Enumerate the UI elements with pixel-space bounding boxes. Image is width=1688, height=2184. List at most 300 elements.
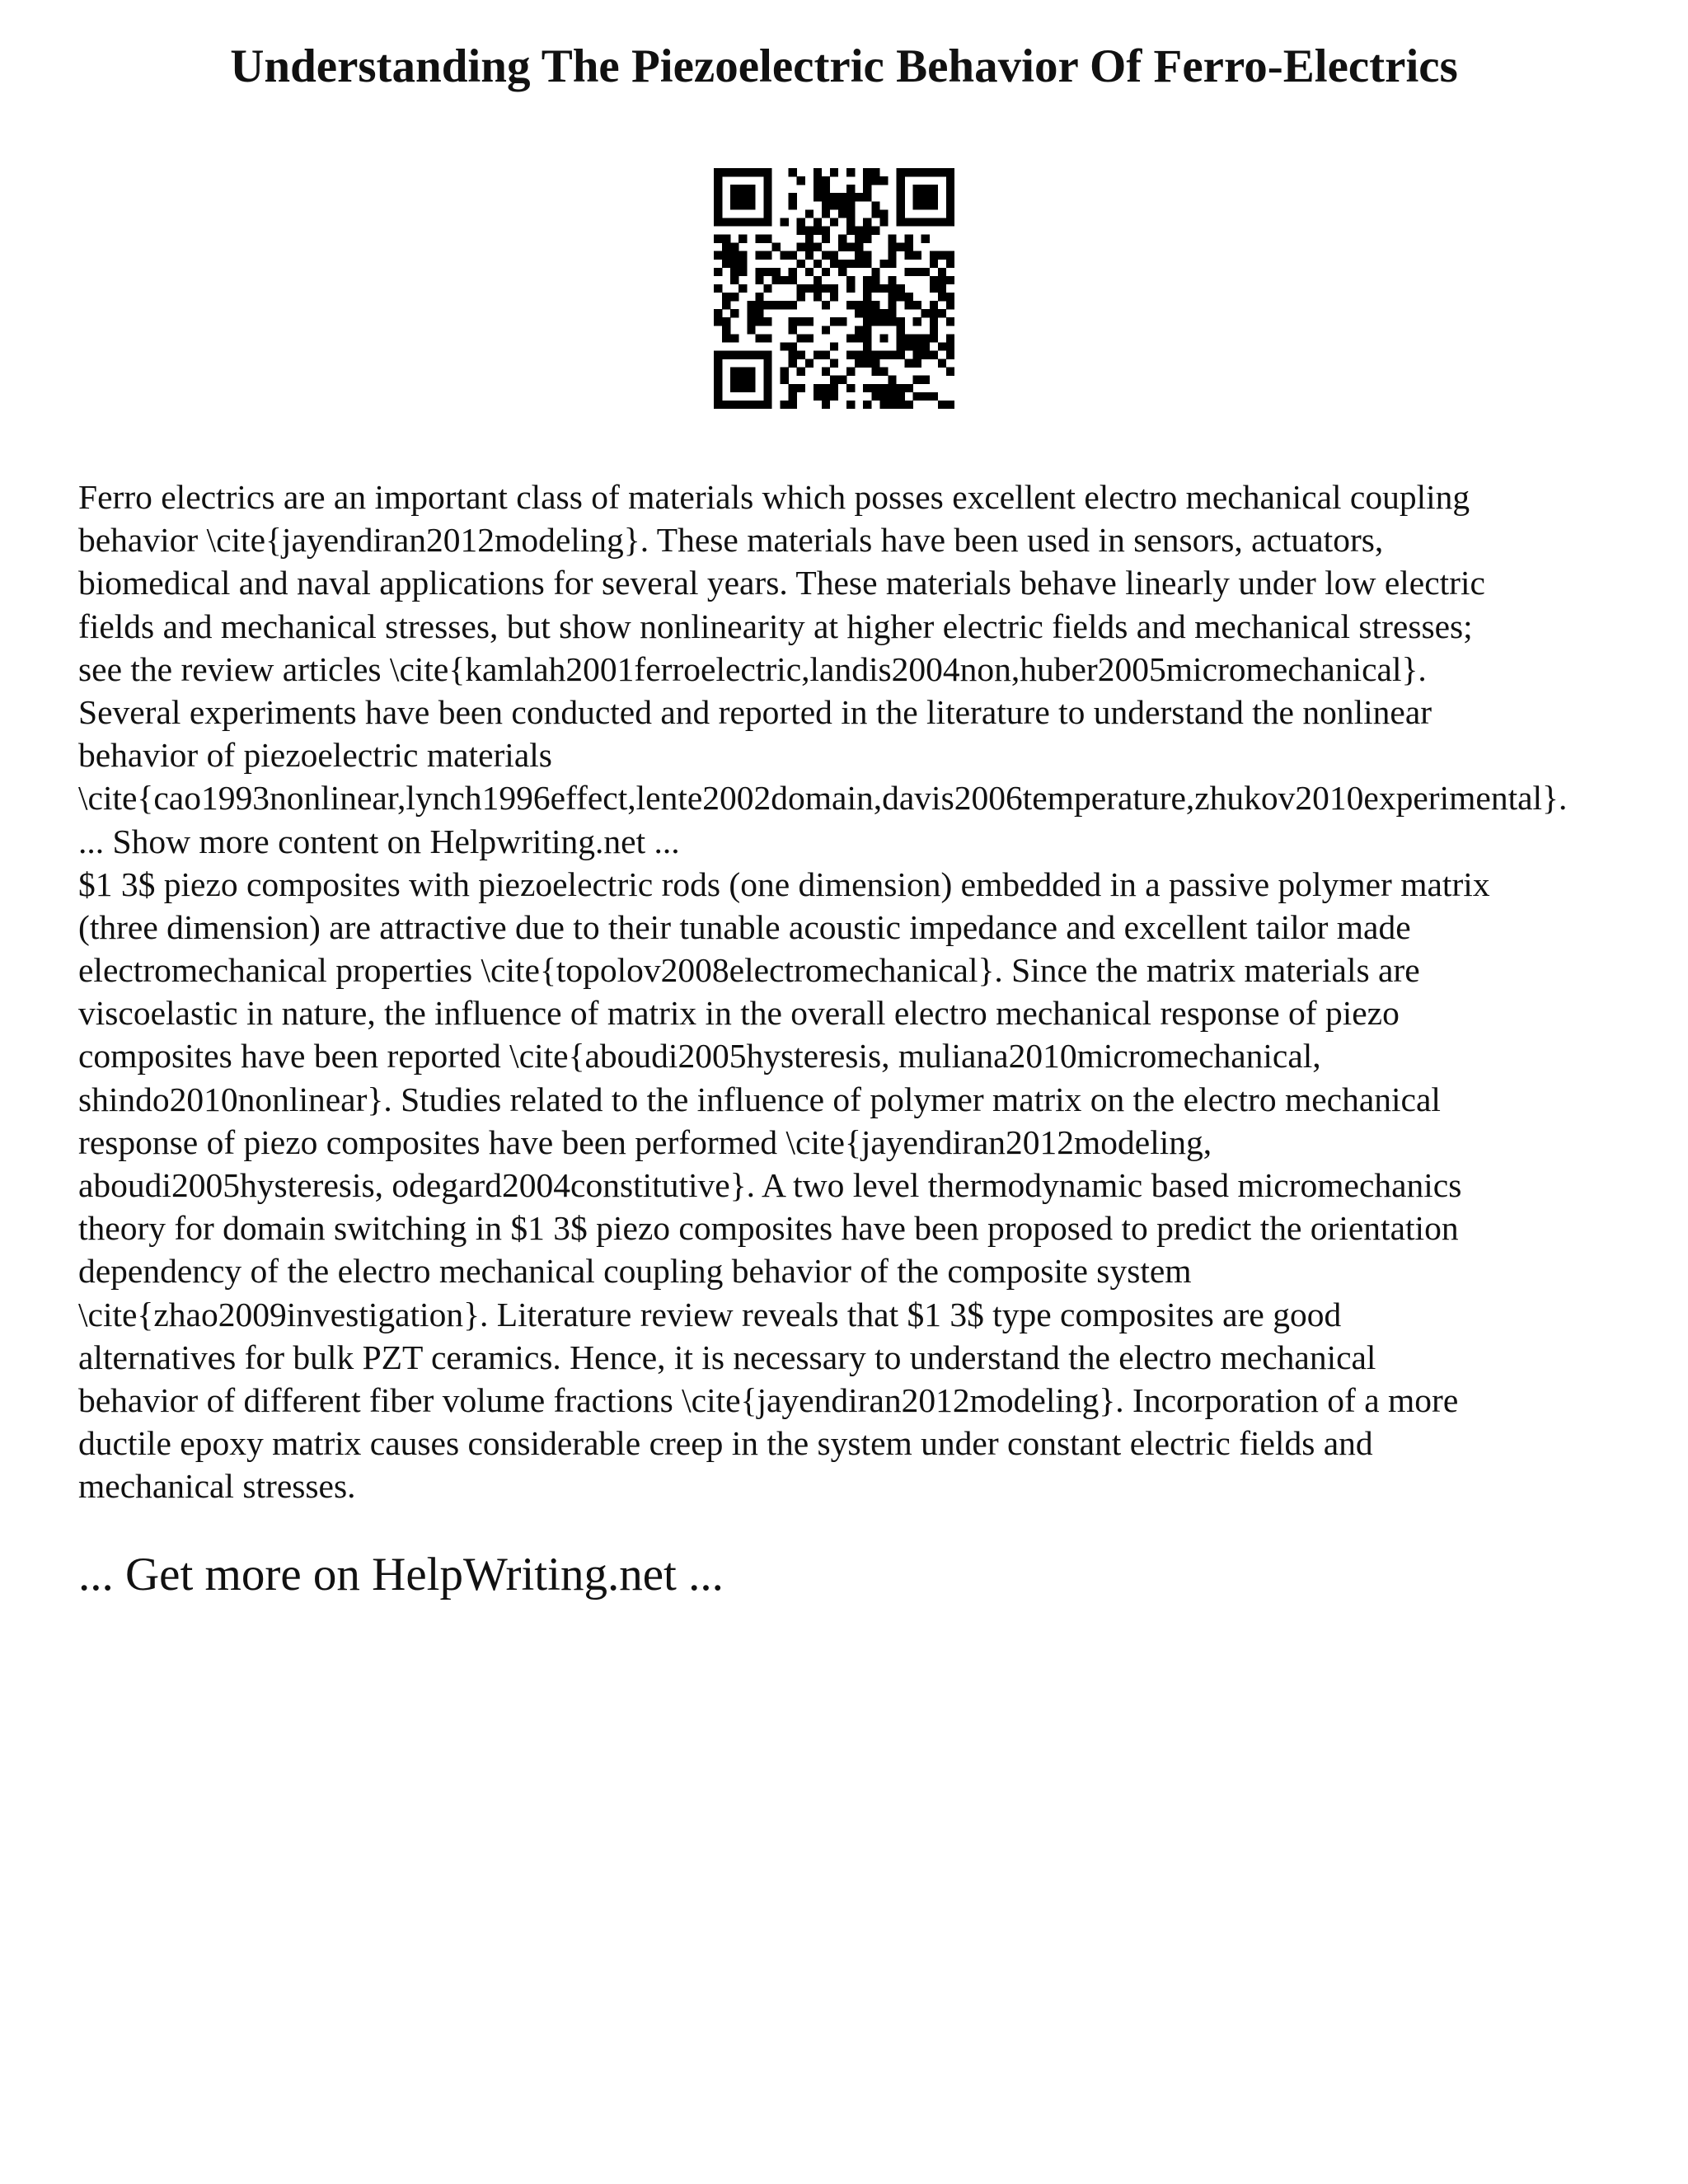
qr-module <box>797 176 805 185</box>
qr-module <box>781 368 789 376</box>
qr-module <box>897 326 905 334</box>
qr-module <box>846 193 855 201</box>
qr-module <box>830 384 838 392</box>
qr-module <box>738 376 747 384</box>
qr-module <box>879 351 888 359</box>
qr-module <box>905 235 913 243</box>
qr-module <box>763 176 771 185</box>
qr-module <box>871 226 879 234</box>
qr-module <box>730 309 738 317</box>
qr-module <box>938 342 946 350</box>
qr-module <box>714 351 722 359</box>
qr-module <box>930 317 938 326</box>
qr-module <box>738 268 747 276</box>
qr-module <box>888 317 896 326</box>
body-text-line: behavior \cite{jayendiran2012modeling}. These materials have been used in sensors, actuators, <box>78 521 1384 560</box>
qr-module <box>747 168 755 176</box>
qr-module <box>730 185 738 193</box>
qr-module <box>838 201 846 209</box>
qr-module <box>921 168 930 176</box>
qr-module <box>714 401 722 409</box>
qr-module <box>814 185 822 193</box>
qr-module <box>763 284 771 293</box>
qr-module <box>755 251 763 260</box>
qr-module <box>814 168 822 176</box>
qr-module <box>905 342 913 350</box>
qr-module <box>797 218 805 226</box>
qr-module <box>938 276 946 284</box>
body-text-line[interactable]: ... Show more content on Helpwriting.net ... <box>78 822 680 860</box>
qr-module <box>822 209 830 218</box>
qr-module <box>738 401 747 409</box>
qr-module <box>830 284 838 293</box>
qr-module <box>863 168 871 176</box>
qr-module <box>747 185 755 193</box>
qr-module <box>789 251 797 260</box>
qr-module <box>805 317 814 326</box>
qr-module <box>814 218 822 226</box>
qr-module <box>805 251 814 260</box>
qr-module <box>822 384 830 392</box>
qr-module <box>871 268 879 276</box>
qr-module <box>905 293 913 301</box>
qr-module <box>905 243 913 251</box>
qr-module <box>714 368 722 376</box>
body-text-line: electromechanical properties \cite{topolov2008electromechanical}. Since the matrix materials are <box>78 951 1420 990</box>
qr-module <box>846 201 855 209</box>
qr-module <box>789 317 797 326</box>
qr-code-icon[interactable] <box>714 168 954 409</box>
qr-module <box>822 176 830 185</box>
body-text-line: $1 3$ piezo composites with piezoelectric rods (one dimension) embedded in a passive polymer matrix <box>78 865 1490 903</box>
qr-module <box>789 326 797 334</box>
qr-module <box>797 284 805 293</box>
qr-module <box>771 243 780 251</box>
qr-module <box>863 226 871 234</box>
qr-module <box>946 293 954 301</box>
qr-module <box>755 268 763 276</box>
qr-module <box>846 260 855 268</box>
qr-module <box>797 260 805 268</box>
qr-module <box>930 301 938 309</box>
qr-module <box>905 401 913 409</box>
qr-module <box>938 218 946 226</box>
qr-module <box>863 351 871 359</box>
qr-module <box>747 218 755 226</box>
qr-module <box>814 193 822 201</box>
qr-module <box>805 359 814 368</box>
qr-module <box>905 301 913 309</box>
qr-module <box>730 384 738 392</box>
qr-module <box>714 176 722 185</box>
qr-module <box>863 276 871 284</box>
qr-module <box>930 260 938 268</box>
qr-module <box>738 351 747 359</box>
qr-module <box>871 276 879 284</box>
qr-module <box>763 235 771 243</box>
qr-module <box>871 317 879 326</box>
qr-module <box>897 193 905 201</box>
qr-module <box>913 168 921 176</box>
qr-module <box>905 359 913 368</box>
qr-module <box>822 268 830 276</box>
qr-module <box>921 392 930 401</box>
qr-module <box>846 218 855 226</box>
body-text-line: behavior of different fiber volume fractions \cite{jayendiran2012modeling}. Incorporation of a more <box>78 1380 1459 1419</box>
qr-module <box>863 401 871 409</box>
qr-module <box>938 168 946 176</box>
qr-module <box>730 201 738 209</box>
qr-module <box>930 284 938 293</box>
qr-module <box>905 384 913 392</box>
qr-module <box>763 185 771 193</box>
qr-module <box>763 384 771 392</box>
qr-module <box>846 185 855 193</box>
qr-module <box>879 260 888 268</box>
qr-module <box>897 201 905 209</box>
qr-module <box>763 193 771 201</box>
qr-module <box>855 334 863 342</box>
qr-module <box>822 185 830 193</box>
qr-module <box>863 359 871 368</box>
qr-module <box>763 392 771 401</box>
qr-module <box>921 334 930 342</box>
qr-module <box>738 193 747 201</box>
qr-module <box>946 351 954 359</box>
qr-module <box>855 301 863 309</box>
qr-module <box>714 185 722 193</box>
body-text-line: Ferro electrics are an important class of materials which posses excellent electro mechanical coupling <box>78 478 1470 516</box>
qr-module <box>871 284 879 293</box>
qr-module <box>879 284 888 293</box>
qr-module <box>855 260 863 268</box>
qr-module <box>722 243 730 251</box>
qr-module <box>946 201 954 209</box>
body-text-line: shindo2010nonlinear}. Studies related to the influence of polymer matrix on the electro mechanical <box>78 1080 1441 1118</box>
qr-module <box>789 359 797 368</box>
body-text-line: viscoelastic in nature, the influence of matrix in the overall electro mechanical response of piezo <box>78 994 1400 1033</box>
qr-module <box>879 401 888 409</box>
qr-module <box>913 193 921 201</box>
qr-module <box>946 218 954 226</box>
qr-module <box>938 293 946 301</box>
qr-module <box>738 168 747 176</box>
qr-module <box>789 276 797 284</box>
qr-module <box>755 276 763 284</box>
qr-module <box>846 243 855 251</box>
article-body <box>78 476 1688 1508</box>
qr-module <box>763 301 771 309</box>
body-text-line: dependency of the electro mechanical coupling behavior of the composite system <box>78 1252 1192 1291</box>
qr-module <box>830 201 838 209</box>
qr-module <box>830 317 838 326</box>
qr-module <box>946 301 954 309</box>
qr-module <box>946 251 954 260</box>
qr-module <box>738 185 747 193</box>
qr-module <box>879 317 888 326</box>
qr-module <box>871 176 879 185</box>
qr-module <box>888 293 896 301</box>
qr-module <box>714 193 722 201</box>
qr-module <box>714 376 722 384</box>
qr-module <box>747 201 755 209</box>
qr-module <box>730 368 738 376</box>
qr-module <box>855 309 863 317</box>
qr-module <box>730 243 738 251</box>
qr-module <box>897 317 905 326</box>
qr-module <box>763 201 771 209</box>
qr-module <box>797 334 805 342</box>
qr-module <box>913 342 921 350</box>
qr-module <box>879 218 888 226</box>
qr-module <box>730 168 738 176</box>
qr-module <box>714 218 722 226</box>
qr-module <box>805 284 814 293</box>
qr-module <box>905 251 913 260</box>
qr-module <box>921 201 930 209</box>
qr-module <box>846 351 855 359</box>
qr-module <box>879 368 888 376</box>
qr-module <box>714 309 722 317</box>
body-text-line: \cite{cao1993nonlinear,lynch1996effect,lente2002domain,davis2006temperature,zhukov2010experimental}. <box>78 779 1568 818</box>
qr-module <box>888 309 896 317</box>
qr-module <box>814 351 822 359</box>
qr-module <box>913 351 921 359</box>
qr-module <box>830 260 838 268</box>
qr-module <box>789 268 797 276</box>
qr-module <box>888 376 896 384</box>
qr-module <box>789 168 797 176</box>
qr-module <box>797 317 805 326</box>
body-text-line: see the review articles \cite{kamlah2001ferroelectric,landis2004non,huber2005micromechanical}. <box>78 649 1427 688</box>
qr-module <box>771 301 780 309</box>
qr-module <box>730 218 738 226</box>
qr-module <box>921 193 930 201</box>
qr-module <box>897 209 905 218</box>
qr-code-graphic <box>714 168 954 409</box>
qr-module <box>871 359 879 368</box>
qr-module <box>814 226 822 234</box>
qr-module <box>714 235 722 243</box>
qr-module <box>897 176 905 185</box>
qr-module <box>905 168 913 176</box>
qr-module <box>722 168 730 176</box>
qr-module <box>921 351 930 359</box>
qr-module <box>781 251 789 260</box>
qr-module <box>738 284 747 293</box>
qr-module <box>938 268 946 276</box>
qr-module <box>797 368 805 376</box>
qr-module <box>789 201 797 209</box>
qr-module <box>789 193 797 201</box>
qr-module <box>755 309 763 317</box>
qr-module <box>763 334 771 342</box>
qr-module <box>755 317 763 326</box>
qr-module <box>814 384 822 392</box>
qr-module <box>714 392 722 401</box>
qr-module <box>822 326 830 334</box>
qr-module <box>747 384 755 392</box>
qr-module <box>814 276 822 284</box>
qr-module <box>846 334 855 342</box>
qr-module <box>738 201 747 209</box>
body-text-line: composites have been reported \cite{aboudi2005hysteresis, muliana2010micromechanical, <box>78 1037 1321 1076</box>
qr-module <box>871 392 879 401</box>
qr-module <box>714 359 722 368</box>
qr-module <box>938 284 946 293</box>
qr-module <box>781 342 789 350</box>
qr-module <box>838 243 846 251</box>
qr-module <box>897 168 905 176</box>
qr-module <box>781 276 789 284</box>
body-text-line: alternatives for bulk PZT ceramics. Hence, it is necessary to understand the electro mechanical <box>78 1338 1376 1376</box>
qr-module <box>913 201 921 209</box>
qr-module <box>747 351 755 359</box>
qr-module <box>714 168 722 176</box>
qr-module <box>714 317 722 326</box>
qr-module <box>913 251 921 260</box>
qr-module <box>921 218 930 226</box>
qr-module <box>946 334 954 342</box>
qr-module <box>930 168 938 176</box>
qr-module <box>722 317 730 326</box>
qr-module <box>714 251 722 260</box>
qr-module <box>855 235 863 243</box>
qr-module <box>946 401 954 409</box>
qr-module <box>905 268 913 276</box>
qr-module <box>738 260 747 268</box>
qr-module <box>871 301 879 309</box>
qr-module <box>863 326 871 334</box>
qr-module <box>830 376 838 384</box>
qr-module <box>888 260 896 268</box>
qr-module <box>763 268 771 276</box>
qr-module <box>905 218 913 226</box>
qr-module <box>763 209 771 218</box>
qr-module <box>930 392 938 401</box>
qr-module <box>822 193 830 201</box>
qr-module <box>930 334 938 342</box>
qr-module <box>755 301 763 309</box>
qr-module <box>921 376 930 384</box>
qr-module <box>863 251 871 260</box>
qr-module <box>838 193 846 201</box>
qr-module <box>730 260 738 268</box>
qr-module <box>855 226 863 234</box>
qr-module <box>871 168 879 176</box>
qr-module <box>897 401 905 409</box>
qr-module <box>846 284 855 293</box>
qr-module <box>888 351 896 359</box>
qr-module <box>755 235 763 243</box>
qr-module <box>946 368 954 376</box>
qr-module <box>797 351 805 359</box>
qr-module <box>822 235 830 243</box>
qr-module <box>888 243 896 251</box>
qr-module <box>855 193 863 201</box>
qr-module <box>722 293 730 301</box>
qr-module <box>930 351 938 359</box>
body-text-line: response of piezo composites have been performed \cite{jayendiran2012modeling, <box>78 1122 1212 1161</box>
qr-module <box>897 334 905 342</box>
qr-module <box>738 251 747 260</box>
qr-module <box>822 368 830 376</box>
qr-module <box>747 401 755 409</box>
qr-module <box>722 218 730 226</box>
qr-module <box>930 309 938 317</box>
qr-module <box>913 218 921 226</box>
body-text-line: fields and mechanical stresses, but show nonlinearity at higher electric fields and mechanical stresses; <box>78 607 1473 645</box>
qr-module <box>897 284 905 293</box>
qr-module <box>897 293 905 301</box>
qr-module <box>822 301 830 309</box>
qr-module <box>913 334 921 342</box>
qr-module <box>730 276 738 284</box>
qr-module <box>822 401 830 409</box>
qr-module <box>830 193 838 201</box>
qr-module <box>921 309 930 317</box>
qr-module <box>781 376 789 384</box>
qr-module <box>838 260 846 268</box>
qr-module <box>771 276 780 284</box>
qr-module <box>863 384 871 392</box>
qr-module <box>930 326 938 334</box>
qr-module <box>763 251 771 260</box>
qr-module <box>913 376 921 384</box>
qr-module <box>913 268 921 276</box>
qr-module <box>855 251 863 260</box>
body-text-line: biomedical and naval applications for several years. These materials behave linearly under low electric <box>78 564 1485 602</box>
qr-module <box>730 193 738 201</box>
qr-module <box>888 384 896 392</box>
qr-module <box>781 301 789 309</box>
qr-module <box>930 251 938 260</box>
qr-module <box>822 251 830 260</box>
qr-module <box>814 176 822 185</box>
qr-module <box>747 376 755 384</box>
qr-module <box>863 293 871 301</box>
qr-module <box>913 359 921 368</box>
qr-module <box>814 293 822 301</box>
qr-module <box>863 334 871 342</box>
qr-module <box>863 176 871 185</box>
qr-module <box>946 317 954 326</box>
qr-module <box>863 260 871 268</box>
body-text-line: (three dimension) are attractive due to their tunable acoustic impedance and excellent tailor made <box>78 907 1411 946</box>
qr-module <box>747 317 755 326</box>
qr-module <box>863 185 871 193</box>
qr-module <box>730 376 738 384</box>
qr-module <box>846 301 855 309</box>
get-more-link[interactable]: ... Get more on HelpWriting.net ... <box>78 1549 724 1601</box>
qr-module <box>855 243 863 251</box>
qr-module <box>722 301 730 309</box>
qr-module <box>838 376 846 384</box>
qr-module <box>814 392 822 401</box>
qr-module <box>797 293 805 301</box>
qr-module <box>805 243 814 251</box>
qr-module <box>730 268 738 276</box>
qr-module <box>714 209 722 218</box>
qr-module <box>897 351 905 359</box>
qr-module <box>763 376 771 384</box>
qr-module <box>930 218 938 226</box>
qr-module <box>863 218 871 226</box>
qr-module <box>879 209 888 218</box>
qr-module <box>863 235 871 243</box>
qr-module <box>722 260 730 268</box>
qr-module <box>855 351 863 359</box>
